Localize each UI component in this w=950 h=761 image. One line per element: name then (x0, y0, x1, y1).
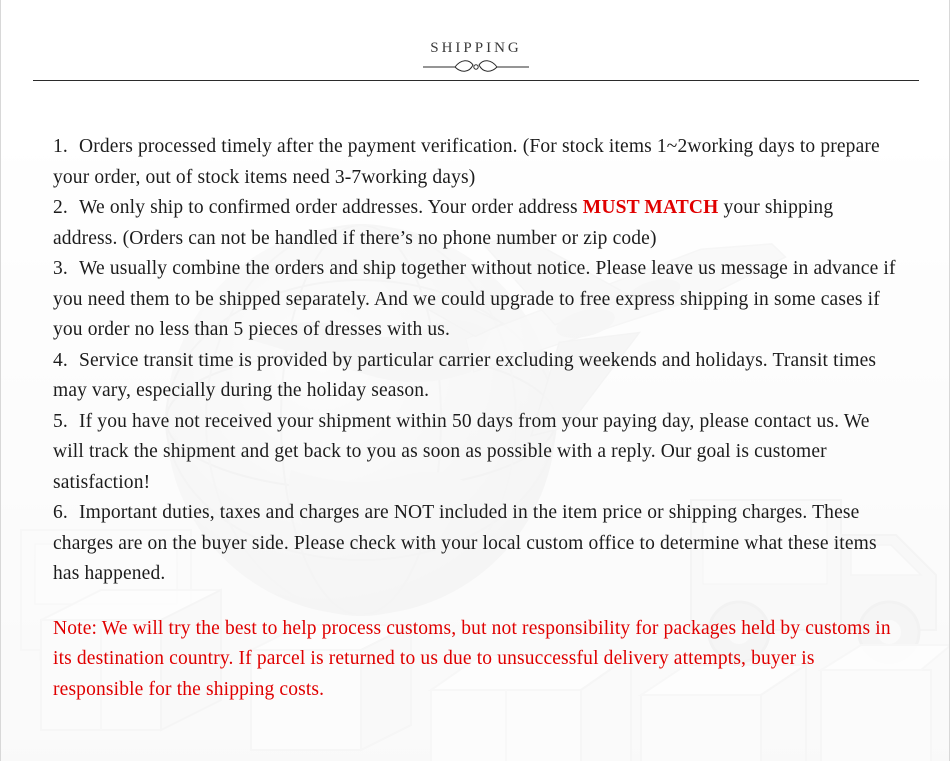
policy-item-highlight: MUST MATCH (582, 197, 719, 218)
policy-item (53, 346, 901, 407)
policy-item-number: 2. (53, 197, 68, 218)
policy-content (1, 88, 949, 705)
policy-item-text: Orders processed timely after the payment verification. (For stock items 1~2working days to prepare your order, out of stock items need 3-7working days) (53, 136, 880, 188)
filigree-divider-icon (1, 57, 950, 77)
policy-item-text: Service transit time is provided by particular carrier excluding weekends and holidays. Transit times may vary, especially during the holiday season. (53, 349, 877, 401)
policy-item (53, 254, 901, 346)
policy-item-number: 4. (53, 349, 68, 371)
policy-item-number: 5. (53, 410, 68, 432)
policy-item-number: 1. (53, 136, 68, 157)
policy-item (53, 193, 901, 254)
header-divider-rule (33, 80, 919, 81)
policy-item-text: If you have not received your shipment within 50 days from your paying day, please contact us. We will track the shipment and get back to you as soon as possible with a reply. Our goal is customer satisfaction! (53, 410, 870, 493)
policy-item-text-tail: your shipping address. (Orders can not be handled if there’s no phone number or zip code) (53, 197, 834, 249)
policy-item-number: 3. (53, 258, 68, 279)
page-header (1, 0, 949, 88)
policy-item-number: 6. (53, 502, 68, 523)
policy-item-text: We usually combine the orders and ship together without notice. Please leave us message in advance if you need them to be shipped separately. And we could upgrade to free express shipping in some cases if you order no less than 5 pieces of dresses with us. (53, 258, 896, 340)
policy-item-text: Important duties, taxes and charges are NOT included in the item price or shipping charges. These charges are on the buyer side. Please check with your local custom office to determine what these items has happened. (53, 502, 877, 584)
policy-item (53, 132, 901, 193)
customs-note: Note: We will try the best to help process customs, but not responsibility for packages held by customs in its destination country. If parcel is returned to us due to unsuccessful delivery attempts, buyer is responsible for the shipping costs. (53, 617, 891, 700)
policy-item (53, 407, 901, 499)
policy-item-text: We only ship to confirmed order addresses. Your order address (79, 197, 583, 218)
page-title: SHIPPING (430, 40, 522, 56)
policy-item (53, 498, 901, 590)
